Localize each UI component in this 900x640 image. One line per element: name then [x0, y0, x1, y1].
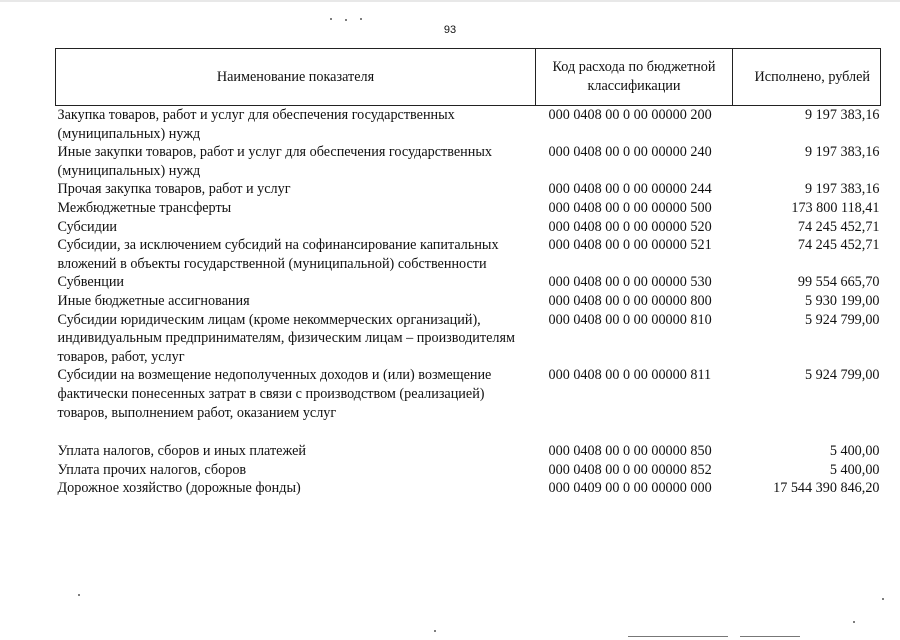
indicator-name-cell: Межбюджетные трансферты [57, 199, 232, 216]
scan-speck [360, 18, 362, 20]
amount-cell: 5 400,00 [829, 461, 880, 478]
expense-code-cell: 000 0408 00 0 00 00000 530 [548, 274, 712, 291]
scan-speck [882, 598, 884, 600]
expense-code-cell: 000 0408 00 0 00 00000 850 [548, 443, 712, 460]
amount-cell: 9 197 383,16 [805, 144, 880, 161]
expense-code-cell: 000 0409 00 0 00 00000 000 [548, 480, 712, 497]
amount-cell: 5 924 799,00 [805, 311, 880, 328]
footer-rule [740, 636, 800, 637]
expense-code-cell: 000 0408 00 0 00 00000 500 [548, 199, 712, 216]
header-expense-code: Код расхода по бюджетной классификации [536, 49, 733, 106]
scan-speck [434, 630, 436, 632]
table-row [56, 273, 881, 292]
budget-execution-table [55, 48, 881, 498]
header-indicator-name: Наименование показателя [56, 49, 536, 106]
indicator-name-cell: Субсидии, за исключением субсидий на софинансирование капитальных вложений в объекты государственной (муниципальной) собственности [57, 237, 499, 272]
footer-rule [628, 636, 728, 637]
table-row [56, 442, 881, 461]
amount-cell: 5 930 199,00 [805, 292, 880, 309]
amount-cell: 9 197 383,16 [805, 181, 880, 198]
table-row [56, 311, 881, 367]
amount-cell: 9 197 383,16 [805, 107, 880, 123]
table-body [56, 106, 881, 498]
spacer-row [56, 422, 881, 442]
table-row [56, 366, 881, 422]
indicator-name-cell: Иные бюджетные ассигнования [57, 292, 250, 309]
expense-code-cell: 000 0408 00 0 00 00000 244 [548, 181, 712, 198]
scan-speck [345, 19, 347, 21]
amount-cell: 74 245 452,71 [797, 218, 880, 235]
scan-speck [78, 594, 80, 596]
table-row [56, 479, 881, 498]
indicator-name-cell: Субсидии [57, 218, 118, 235]
amount-cell: 99 554 665,70 [797, 274, 880, 291]
expense-code-cell: 000 0408 00 0 00 00000 520 [548, 218, 712, 235]
header-row [56, 49, 881, 106]
indicator-name-cell: Субсидии юридическим лицам (кроме некоммерческих организаций), индивидуальным предпринимателям, физическим лицам – производителям товаров, работ, услуг [57, 311, 515, 365]
expense-code-cell: 000 0408 00 0 00 00000 810 [548, 311, 712, 328]
table-row [56, 180, 881, 199]
table-row [56, 106, 881, 144]
table-row [56, 143, 881, 180]
header-amount-executed: Исполнено, рублей [733, 49, 881, 106]
page-number: 93 [443, 24, 457, 36]
table-row [56, 236, 881, 273]
amount-cell: 5 924 799,00 [805, 367, 880, 384]
expense-code-cell: 000 0408 00 0 00 00000 852 [548, 461, 712, 478]
expense-code-cell: 000 0408 00 0 00 00000 811 [548, 367, 712, 384]
indicator-name-cell: Закупка товаров, работ и услуг для обеспечения государственных (муниципальных) нужд [57, 107, 455, 142]
table-header [56, 49, 881, 106]
indicator-name-cell: Субсидии на возмещение недополученных доходов и (или) возмещение фактически понесенных затрат в связи с производством (реализацией) товаров, выполнением работ, оказанием услуг [57, 367, 492, 421]
scan-speck [330, 18, 332, 20]
indicator-name-cell: Уплата прочих налогов, сборов [57, 461, 247, 478]
expense-code-cell: 000 0408 00 0 00 00000 800 [548, 292, 712, 309]
table-row [56, 199, 881, 218]
indicator-name-cell: Дорожное хозяйство (дорожные фонды) [57, 480, 301, 497]
table-row [56, 292, 881, 311]
indicator-name-cell: Прочая закупка товаров, работ и услуг [57, 181, 291, 198]
expense-code-cell: 000 0408 00 0 00 00000 521 [548, 237, 712, 254]
amount-cell: 74 245 452,71 [797, 237, 880, 254]
indicator-name-cell: Уплата налогов, сборов и иных платежей [57, 443, 306, 460]
indicator-name-cell: Иные закупки товаров, работ и услуг для обеспечения государственных (муниципальных) нужд [57, 144, 492, 179]
amount-cell: 5 400,00 [829, 443, 880, 460]
expense-code-cell: 000 0408 00 0 00 00000 200 [548, 107, 712, 123]
table-row [56, 461, 881, 480]
scan-speck [853, 621, 855, 623]
indicator-name-cell: Субвенции [57, 274, 125, 291]
table-row [56, 218, 881, 237]
amount-cell: 173 800 118,41 [791, 199, 880, 216]
scan-top-edge [0, 0, 900, 2]
expense-code-cell: 000 0408 00 0 00 00000 240 [548, 144, 712, 161]
amount-cell: 17 544 390 846,20 [773, 480, 880, 497]
